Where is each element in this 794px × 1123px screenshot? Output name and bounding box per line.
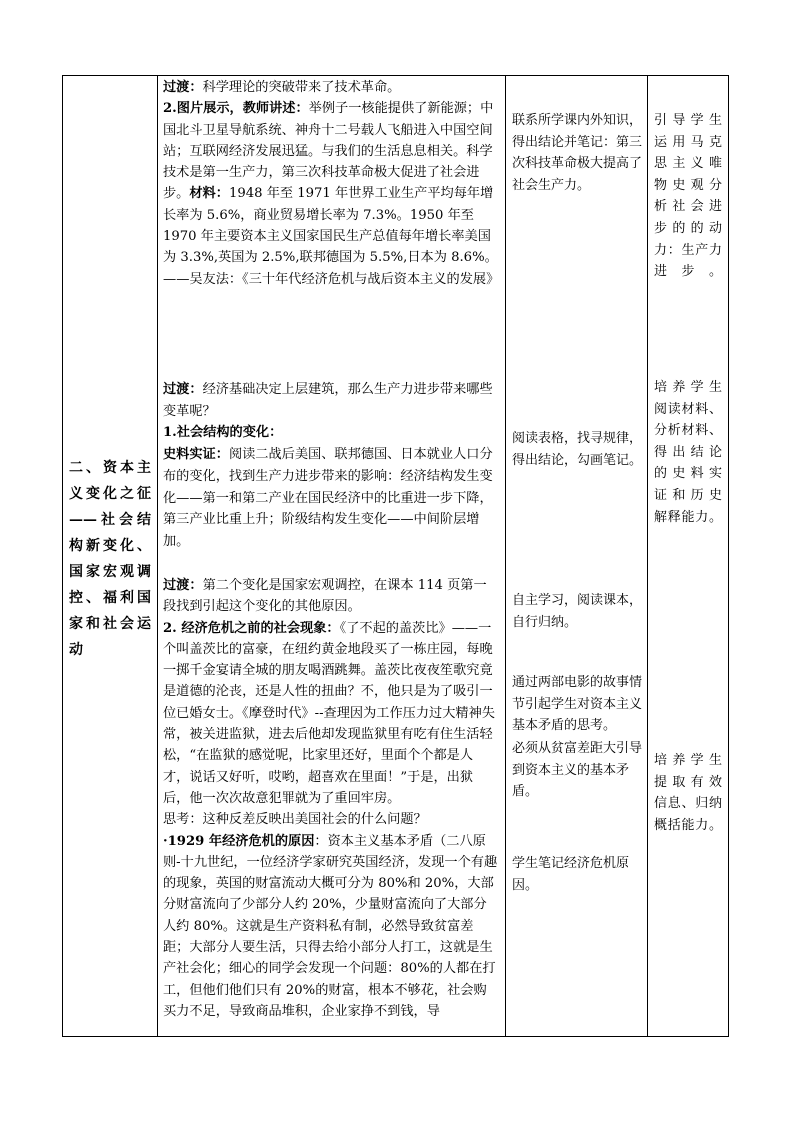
intent-line: 概括能力。 <box>654 817 722 833</box>
section-title: 二、资本主义变化之征——社会结构新变化、国家宏观调控、福利国家和社会运动 <box>69 460 151 658</box>
transition-label: 过渡： <box>163 382 203 397</box>
intent-line: 运用马克 <box>654 134 722 150</box>
teacher-block-structure <box>163 379 499 553</box>
intent-line: 的史料实 <box>654 466 722 482</box>
evidence-text: 阅读二战后美国、联邦德国、日本就业人口分布的变化，找到生产力进步带来的影响：经济结构发生变化——第一和第二产业在国民经济中的比重进一步下降，第三产业比重上升；阶级结构发生变化——中间阶层增加。 <box>163 447 493 549</box>
picture-heading: 2.图片展示，教师讲述： <box>163 101 309 117</box>
transition-text: 科学理论的突破带来了技术革命。 <box>202 80 401 95</box>
transition-text: 第二个变化是国家宏观调控，在课本 114 页第一段找到引起这个变化的其他原因。 <box>163 578 487 615</box>
intent-line: 思主义唯 <box>654 156 722 172</box>
intent-note-2 <box>654 377 722 528</box>
intent-line: 析社会进 <box>654 199 722 215</box>
student-note-1: 联系所学课内外知识，得出结论并笔记：第三次科技革命极大提高了社会生产力。 <box>512 113 643 193</box>
transition-text: 经济基础决定上层建筑，那么生产力进步带来哪些变革呢？ <box>163 382 493 419</box>
transition-label: 过渡： <box>163 80 203 95</box>
intent-line: 引导学生 <box>654 113 722 128</box>
crisis-body: 《了不起的盖茨比》——一个叫盖茨比的富豪，在纽约黄金地段买了一栋庄园，每晚一掷千金宴请全城的朋友喝酒跳舞。盖茨比夜夜笙歌究竟是道德的沦丧，还是人性的扭曲？不，他只是为了吸引一位已婚女士。《摩登时代》--查理因为工作压力过大精神失常，被关进监狱，进去后他却发现监狱里有吃有住生活轻松，“在监狱的感觉呢，比家里还好，里面个个都是人才，说话又好听，哎哟，超喜欢在里面！”于是，出狱后，他一次次故意犯罪就为了重回牢房。 <box>163 620 495 806</box>
intent-line: 步的的动 <box>654 220 722 236</box>
intent-line: 分析材料、 <box>654 423 722 439</box>
student-activity-column <box>506 76 648 1037</box>
material-text: 1948 年至 1971 年世界工业生产平均每年增长率为 5.6%，商业贸易增长率为 7.3%。1950 年至 1970 年主要资本主义国家国民生产总值每年增长率美国为 3.3%,英国为 2.5%,联邦德国为 5.5%,日本为 8.6%。——吴友法：《三十年代经济危机与战后资本主义的发展》 <box>163 186 500 287</box>
transition-label: 过渡： <box>163 578 203 593</box>
intent-line: 力：生产力 <box>654 242 722 258</box>
lesson-plan-table <box>62 75 729 1037</box>
student-note-3: 自主学习，阅读课本，自行归纳。 <box>512 593 643 630</box>
evidence-label: 史料实证： <box>163 447 229 463</box>
teacher-block-tech <box>163 77 499 290</box>
intent-note-3 <box>654 750 722 836</box>
material-label: 材料： <box>189 186 229 202</box>
intent-line: 进步。 <box>654 264 722 280</box>
student-note-5: 必须从贫富差距大引导到资本主义的基本矛盾。 <box>512 741 643 800</box>
intent-note-1 <box>654 110 722 283</box>
intent-line: 物史观分 <box>654 177 722 193</box>
thinking-question: 思考：这种反差反映出美国社会的什么问题？ <box>163 812 427 828</box>
crisis-heading: 2. 经济危机之前的社会现象： <box>163 620 340 636</box>
cause-heading: ·1929 年经济危机的原因 <box>163 833 315 849</box>
student-note-4: 通过两部电影的故事情节引起学生对资本主义基本矛盾的思考。 <box>512 675 643 734</box>
intent-line: 提取有效 <box>654 774 722 790</box>
intent-line: 证和历史 <box>654 487 722 503</box>
intent-line: 阅读材料、 <box>654 401 722 417</box>
structure-heading: 1.社会结构的变化： <box>163 425 283 441</box>
cause-text: ：资本主义基本矛盾（二八原则-十九世纪，一位经济学家研究英国经济，发现一个有趣的现象，英国的财富流动大概可分为 80%和 20%，大部分财富流向了少部分人约 20%，少量财富流向了大部分人约 80%。这就是生产资料私有制，必然导致贫富差距；大部分人要生活，只得去给小部分人打工，这就是生产社会化；细心的同学会发现一个问题：80%的人都在打工，但他们他们只有 20%的财富，根本不够花，社会购买力不足，导致商品堆积，企业家挣不到钱，导 <box>163 833 498 1019</box>
intent-line: 得出结论 <box>654 444 722 460</box>
teacher-block-crisis <box>163 575 499 1022</box>
student-note-6: 学生笔记经济危机原因。 <box>512 856 630 893</box>
teacher-activity-column <box>158 76 506 1037</box>
design-intent-column <box>648 76 729 1037</box>
picture-body: 举例子一核能提供了新能源；中国北斗卫星导航系统、神舟十二号载人飞船进入中国空间站；互联网经济发展迅猛。与我们的生活息息相关。科学技术是第一生产力，第三次科技革命极大促进了社会进步。 <box>163 101 494 202</box>
intent-line: 培养学生 <box>654 380 722 395</box>
intent-line: 信息、归纳 <box>654 796 722 812</box>
intent-line: 培养学生 <box>654 753 722 768</box>
intent-line: 解释能力。 <box>654 509 722 525</box>
student-note-2: 阅读表格，找寻规律，得出结论，勾画笔记。 <box>512 431 643 468</box>
section-column <box>63 76 158 1037</box>
